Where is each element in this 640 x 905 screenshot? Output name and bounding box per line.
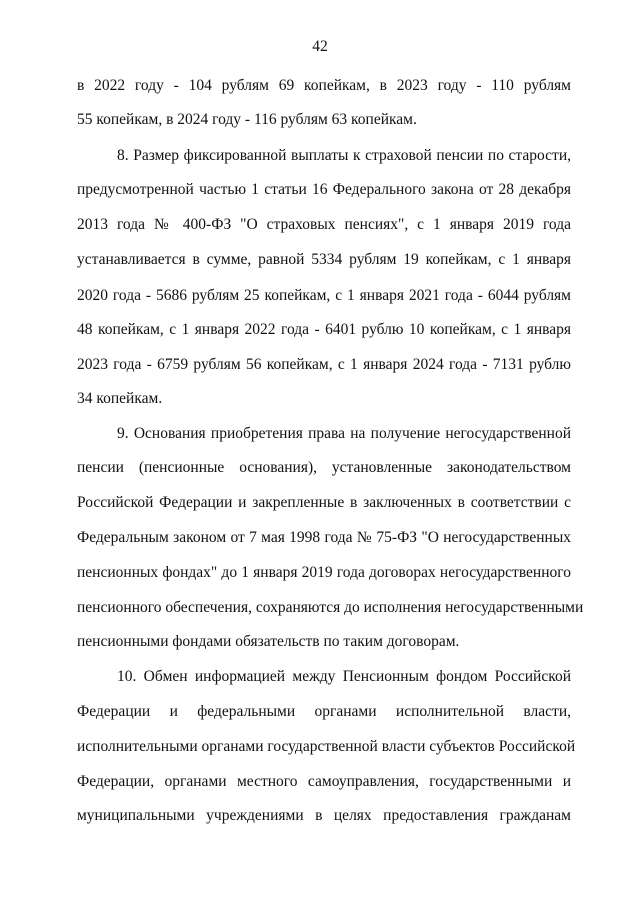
text-line: 55 копейкам, в 2024 году - 116 рублям 63 копейкам. xyxy=(77,111,417,128)
paragraph-10-start: 10. Обмен информацией между Пенсионным фондом Российской xyxy=(117,668,571,685)
text-line: Федерации и федеральными органами исполнительной власти, xyxy=(77,703,571,720)
text-line: пенсионного обеспечения, сохраняются до исполнения негосударственными xyxy=(77,599,584,616)
text-line: пенсии (пенсионные основания), установленные законодательством xyxy=(77,459,571,476)
text-line: 2020 года - 5686 рублям 25 копейкам, с 1 января 2021 года - 6044 рублям xyxy=(77,287,571,304)
text-line: в 2022 году - 104 рублям 69 копейкам, в 2023 году - 110 рублям xyxy=(77,77,571,94)
text-line: Федерации, органами местного самоуправления, государственными и xyxy=(77,773,571,790)
page-number: 42 xyxy=(312,38,328,55)
text-line: пенсионными фондами обязательств по таким договорам. xyxy=(77,633,460,650)
text-line: 2023 года - 6759 рублям 56 копейкам, с 1 января 2024 года - 7131 рублю xyxy=(77,356,571,373)
text-line: предусмотренной частью 1 статьи 16 Федерального закона от 28 декабря xyxy=(77,181,571,198)
text-line: муниципальными учреждениями в целях предоставления гражданам xyxy=(77,807,571,824)
text-line: устанавливается в сумме, равной 5334 рублям 19 копейкам, с 1 января xyxy=(77,251,571,268)
text-line: пенсионных фондах" до 1 января 2019 года договорах негосударственного xyxy=(77,564,571,581)
text-line: 48 копейкам, с 1 января 2022 года - 6401 рублю 10 копейкам, с 1 января xyxy=(77,321,571,338)
text-line: 2013 года № 400-ФЗ "О страховых пенсиях", с 1 января 2019 года xyxy=(77,216,571,233)
text-line: Федеральным законом от 7 мая 1998 года № 75-ФЗ "О негосударственных xyxy=(77,529,571,546)
text-line: Российской Федерации и закрепленные в заключенных в соответствии с xyxy=(77,494,571,511)
paragraph-8-start: 8. Размер фиксированной выплаты к страховой пенсии по старости, xyxy=(117,147,571,164)
paragraph-9-start: 9. Основания приобретения права на получение негосударственной xyxy=(117,425,571,442)
text-line: исполнительными органами государственной власти субъектов Российской xyxy=(77,738,576,755)
text-line: 34 копейкам. xyxy=(77,390,163,407)
